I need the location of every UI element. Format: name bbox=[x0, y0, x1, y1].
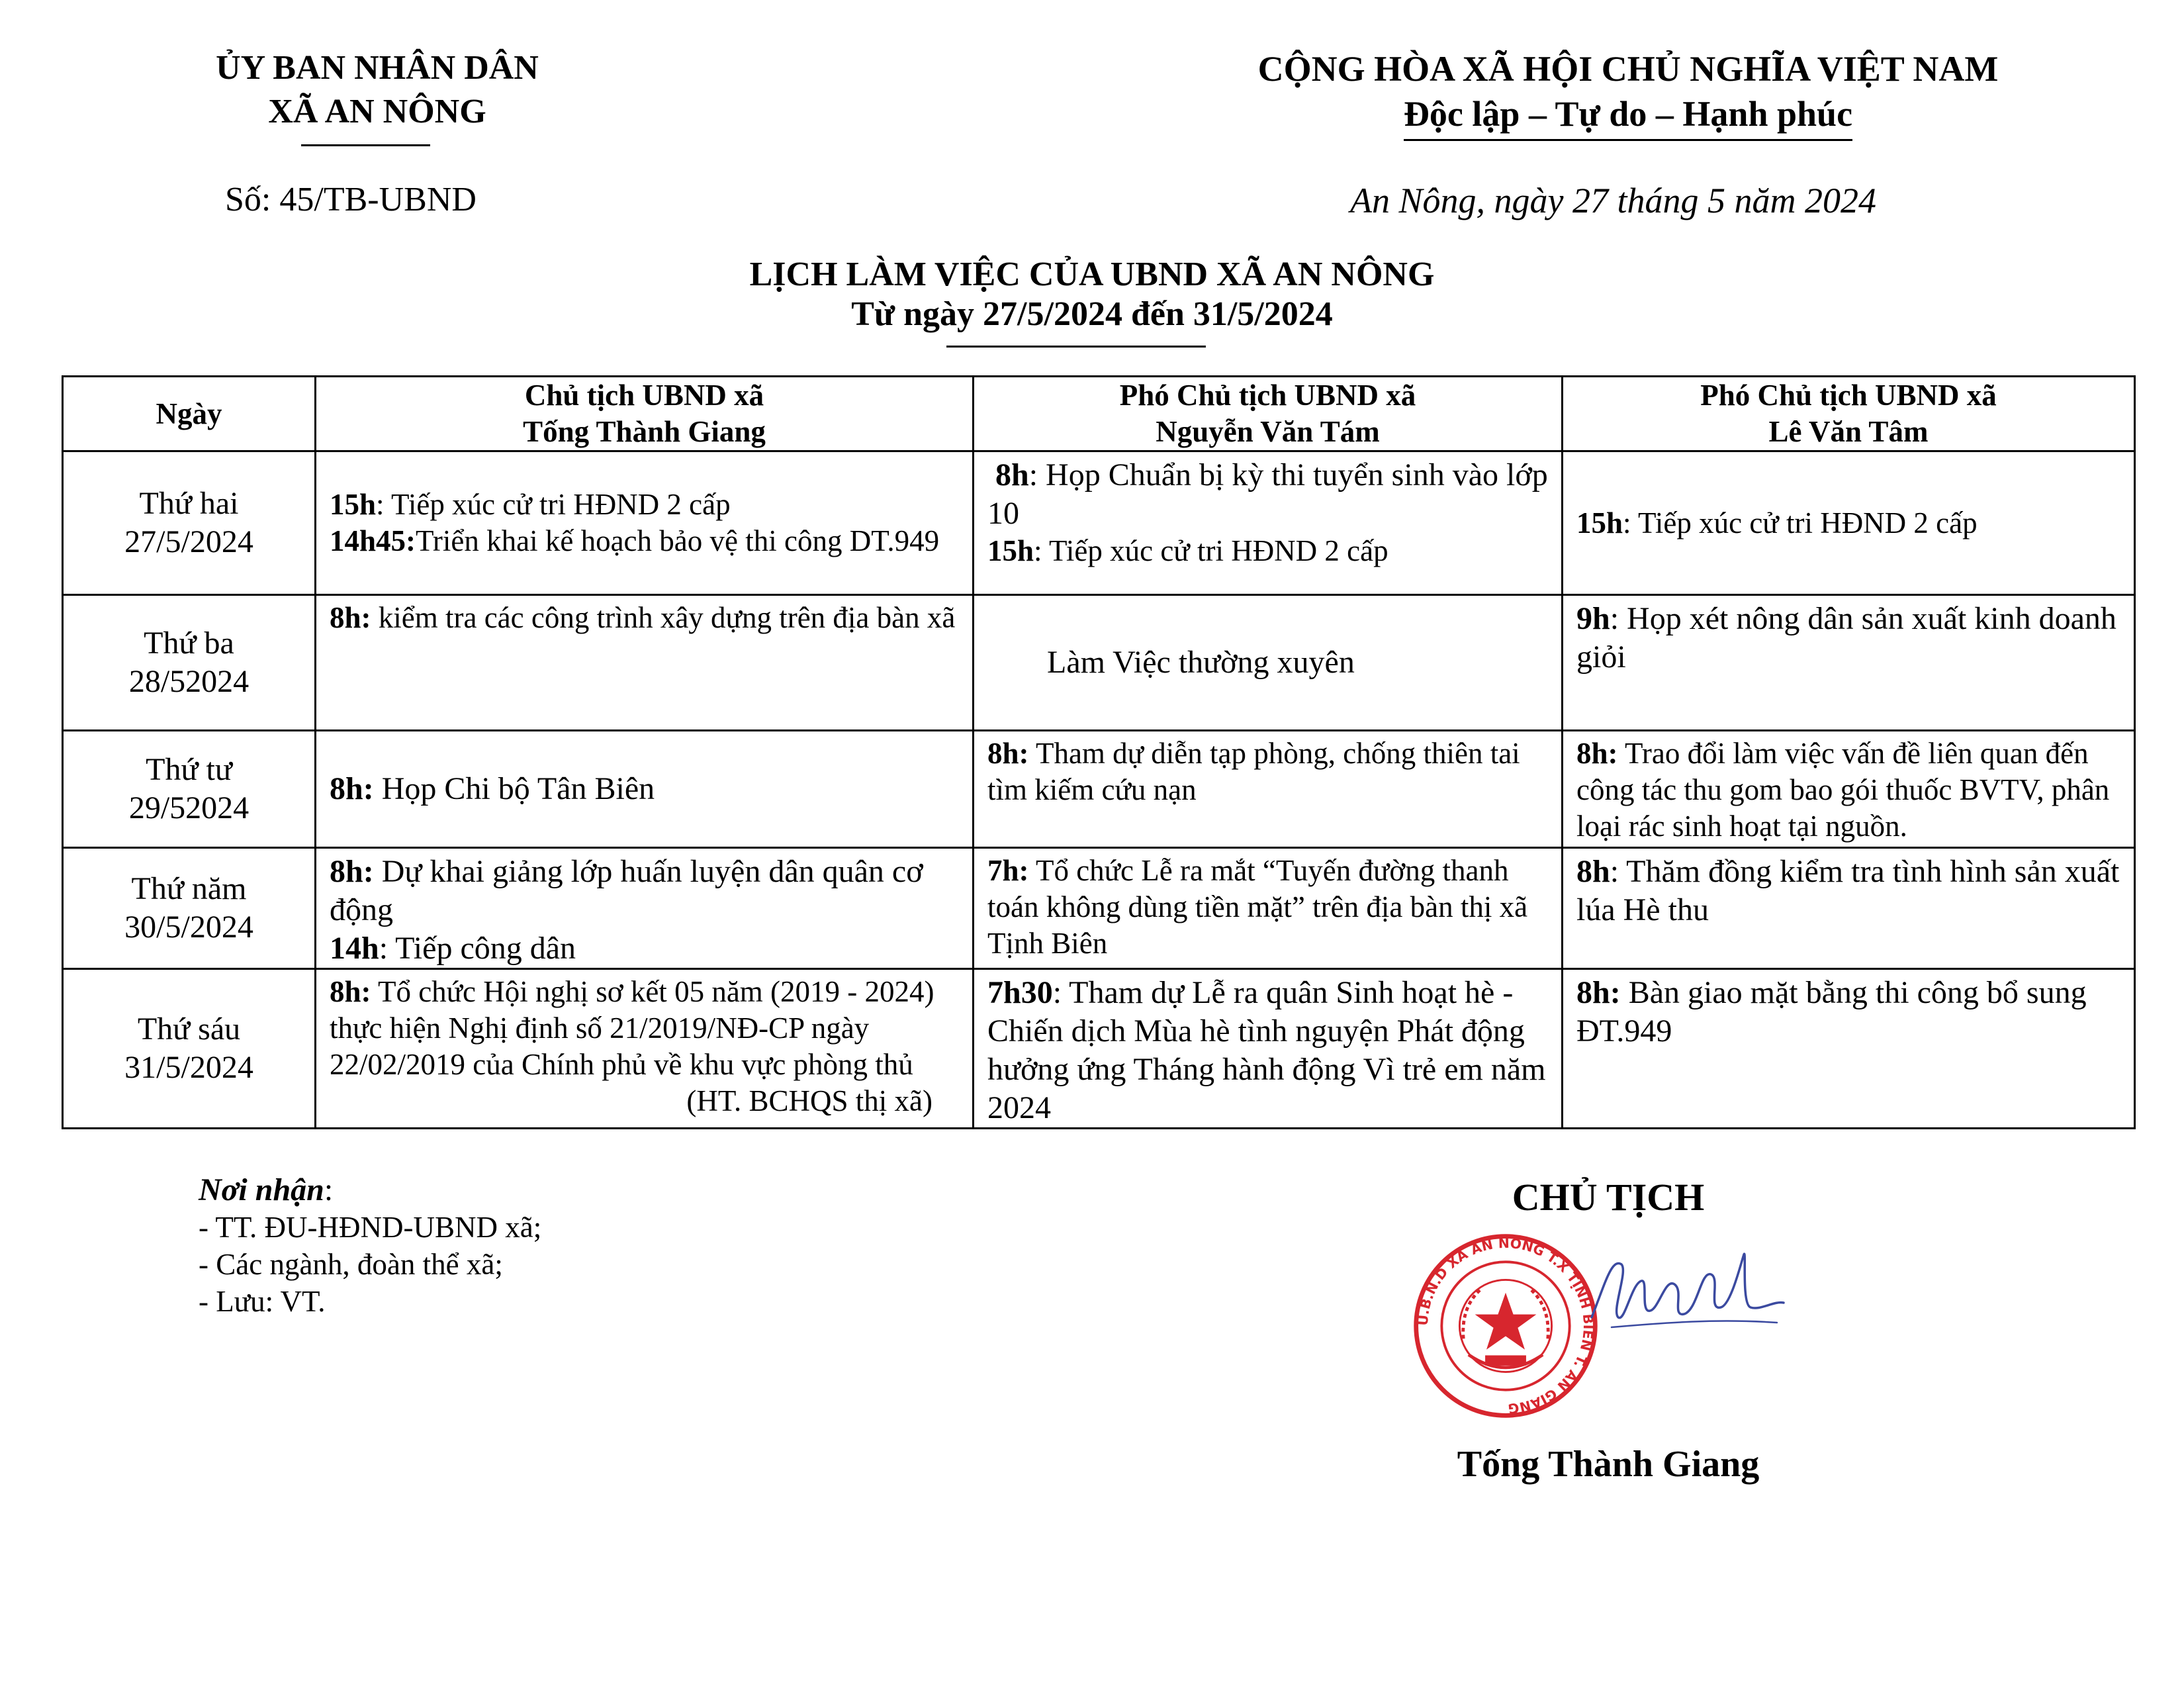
day-date: 28/52024 bbox=[128, 664, 250, 699]
table-row bbox=[63, 731, 2135, 848]
schedule-entry: 8h: Họp Chi bộ Tân Biên bbox=[330, 771, 655, 806]
day-cell bbox=[63, 969, 316, 1129]
day-name: Thứ sáu bbox=[137, 1011, 241, 1047]
document-title bbox=[0, 255, 2184, 334]
day-cell bbox=[63, 731, 316, 848]
vice-chairman-2-cell bbox=[1563, 451, 2135, 595]
schedule-entry: 8h: Tổ chức Hội nghị sơ kết 05 năm (2019 - 2024) thực hiện Nghị định số 21/2019/NĐ-CP ngày 22/02/2019 của Chính phủ về khu vực phòng thủ bbox=[330, 975, 934, 1081]
chairman-cell bbox=[316, 595, 974, 731]
chairman-cell bbox=[316, 451, 974, 595]
recipients-block bbox=[199, 1172, 541, 1320]
schedule-entry: 8h: Họp Chuẩn bị kỳ thi tuyển sinh vào lớp 10 bbox=[987, 457, 1548, 531]
schedule-entry: 8h: Bàn giao mặt bằng thi công bổ sung ĐT.949 bbox=[1576, 975, 2087, 1049]
day-date: 30/5/2024 bbox=[124, 910, 253, 945]
place-and-date: An Nông, ngày 27 tháng 5 năm 2024 bbox=[1350, 181, 1876, 220]
schedule-table bbox=[62, 375, 2136, 1129]
header-person: Nguyễn Văn Tám bbox=[1156, 415, 1380, 448]
schedule-entry: 14h45:Triển khai kế hoạch bảo vệ thi công DT.949 bbox=[330, 524, 940, 557]
org-name-line2: XÃ AN NÔNG bbox=[268, 93, 486, 130]
schedule-entry: 8h: Trao đổi làm việc vấn đề liên quan đến công tác thu gom bao gói thuốc BVTV, phân loại rác sinh hoạt tại nguồn. bbox=[1576, 737, 2110, 843]
header-role: Phó Chủ tịch UBND xã bbox=[1700, 379, 1997, 412]
vice-chairman-1-cell bbox=[974, 595, 1563, 731]
signer-name: Tống Thành Giang bbox=[1457, 1444, 1760, 1485]
schedule-entry: 14h: Tiếp công dân bbox=[330, 931, 576, 966]
header-role: Chủ tịch UBND xã bbox=[524, 379, 764, 412]
header-role: Phó Chủ tịch UBND xã bbox=[1119, 379, 1416, 412]
chairman-cell bbox=[316, 969, 974, 1129]
handwritten-signature-icon bbox=[1585, 1244, 1790, 1344]
schedule-entry: 8h: Tham dự diễn tạp phòng, chống thiên tai tìm kiếm cứu nạn bbox=[987, 737, 1520, 806]
chairman-cell bbox=[316, 731, 974, 848]
schedule-entry: 15h: Tiếp xúc cử tri HĐND 2 cấp bbox=[330, 488, 731, 521]
day-cell bbox=[63, 595, 316, 731]
recipient-item: - TT. ĐU-HĐND-UBND xã; bbox=[199, 1211, 542, 1244]
schedule-entry: 7h: Tổ chức Lễ ra mắt “Tuyến đường thanh toán không dùng tiền mặt” trên địa bàn thị xã Tịnh Biên bbox=[987, 854, 1528, 960]
schedule-entry: Làm Việc thường xuyên bbox=[1047, 645, 1355, 680]
signer-title: CHỦ TỊCH bbox=[1512, 1176, 1705, 1219]
header-day: Ngày bbox=[63, 377, 316, 451]
schedule-entry: 7h30: Tham dự Lễ ra quân Sinh hoạt hè - Chiến dịch Mùa hè tình nguyện Phát động hưởng ứng Tháng hành động Vì trẻ em năm 2024 bbox=[987, 975, 1546, 1125]
title-line1: LỊCH LÀM VIỆC CỦA UBND XÃ AN NÔNG bbox=[749, 256, 1435, 293]
nation-name: CỘNG HÒA XÃ HỘI CHỦ NGHĨA VIỆT NAM bbox=[1257, 49, 1999, 89]
recipient-item: - Các ngành, đoàn thể xã; bbox=[199, 1248, 503, 1281]
header-person: Lê Văn Tâm bbox=[1768, 415, 1929, 448]
seal-text: U.B.N.D XÃ AN NÔNG T.X TỊNH BIÊN T. AN GIANG bbox=[1414, 1235, 1597, 1417]
table-row bbox=[63, 848, 2135, 969]
vice-chairman-1-cell bbox=[974, 969, 1563, 1129]
header-vice-chairman-1 bbox=[974, 377, 1563, 451]
schedule-entry: 15h: Tiếp xúc cử tri HĐND 2 cấp bbox=[987, 534, 1388, 567]
schedule-entry: 8h: Dự khai giảng lớp huấn luyện dân quân cơ động bbox=[330, 854, 923, 927]
host-note: (HT. BCHQS thị xã) bbox=[686, 1084, 933, 1117]
recipient-item: - Lưu: VT. bbox=[199, 1285, 326, 1318]
day-cell bbox=[63, 451, 316, 595]
title-underline bbox=[946, 346, 1206, 348]
table-row bbox=[63, 451, 2135, 595]
table-header-row bbox=[63, 377, 2135, 451]
header-vice-chairman-2 bbox=[1563, 377, 2135, 451]
recipients-heading: Nơi nhận: bbox=[199, 1172, 334, 1207]
day-name: Thứ hai bbox=[139, 486, 239, 521]
org-name-line1: ỦY BAN NHÂN DÂN bbox=[216, 49, 539, 87]
day-date: 27/5/2024 bbox=[124, 524, 253, 559]
vice-chairman-1-cell bbox=[974, 731, 1563, 848]
national-heading bbox=[1205, 46, 2052, 141]
vice-chairman-1-cell bbox=[974, 848, 1563, 969]
org-underline bbox=[301, 144, 430, 146]
schedule-entry: 9h: Họp xét nông dân sản xuất kinh doanh giỏi bbox=[1576, 601, 2116, 675]
national-motto: Độc lập – Tự do – Hạnh phúc bbox=[1404, 91, 1852, 141]
vice-chairman-1-cell bbox=[974, 451, 1563, 595]
document-number: Số: 45/TB-UBND bbox=[225, 181, 477, 218]
chairman-cell bbox=[316, 848, 974, 969]
table-row bbox=[63, 969, 2135, 1129]
schedule-entry: 15h: Tiếp xúc cử tri HĐND 2 cấp bbox=[1576, 506, 1978, 539]
issuing-organization bbox=[172, 46, 582, 134]
day-name: Thứ ba bbox=[144, 626, 234, 661]
vice-chairman-2-cell bbox=[1563, 595, 2135, 731]
official-seal-icon bbox=[1410, 1230, 1602, 1422]
table-row bbox=[63, 595, 2135, 731]
header-person: Tống Thành Giang bbox=[523, 415, 766, 448]
vice-chairman-2-cell bbox=[1563, 848, 2135, 969]
vice-chairman-2-cell bbox=[1563, 969, 2135, 1129]
header-chairman bbox=[316, 377, 974, 451]
day-name: Thứ tư bbox=[146, 752, 232, 787]
schedule-entry: 8h: kiểm tra các công trình xây dựng trên địa bàn xã bbox=[330, 601, 956, 634]
day-name: Thứ năm bbox=[131, 871, 247, 906]
day-date: 29/52024 bbox=[128, 790, 250, 825]
day-date: 31/5/2024 bbox=[124, 1050, 253, 1085]
schedule-entry: 8h: Thăm đồng kiểm tra tình hình sản xuất lúa Hè thu bbox=[1576, 854, 2120, 927]
day-cell bbox=[63, 848, 316, 969]
vice-chairman-2-cell bbox=[1563, 731, 2135, 848]
title-line2: Từ ngày 27/5/2024 đến 31/5/2024 bbox=[851, 295, 1333, 333]
